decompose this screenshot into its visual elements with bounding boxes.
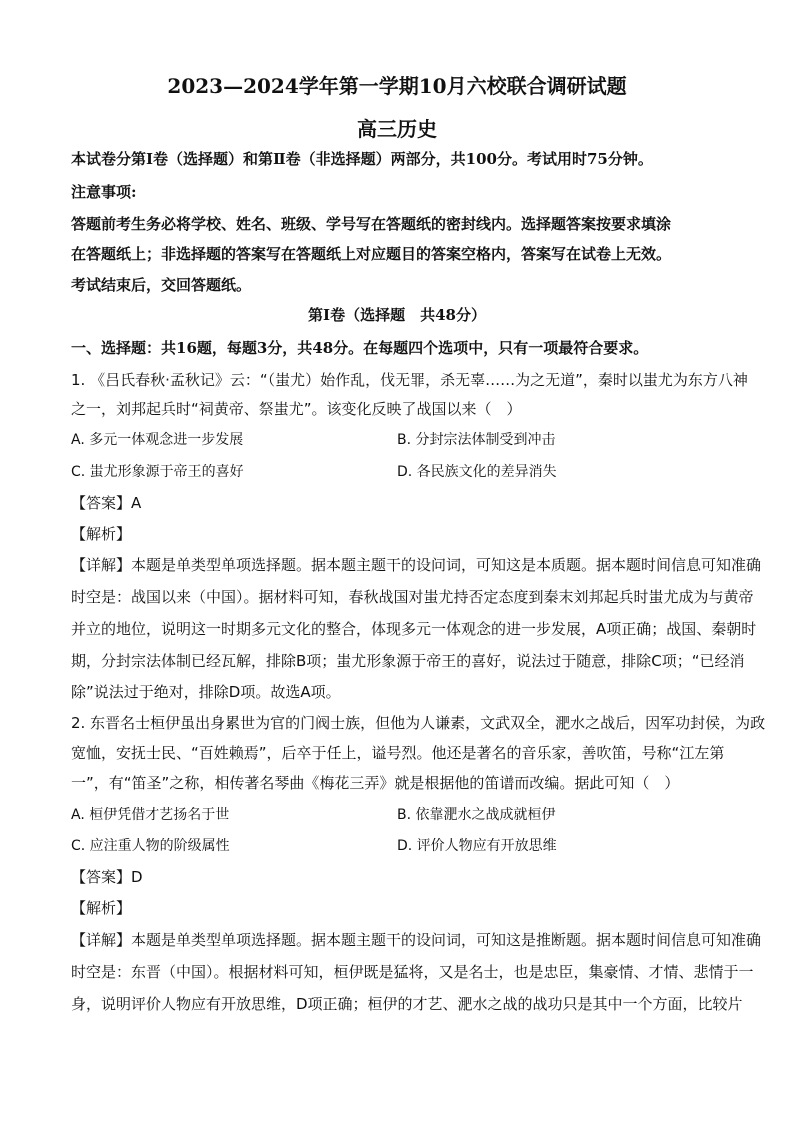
question-1-analysis-label: 【解析】 bbox=[71, 525, 132, 543]
question-2-option-b: B. 依靠淝水之战成就桓伊 bbox=[397, 807, 556, 823]
question-1-detail-line-4: 期，分封宗法体制已经瓦解，排除B项；蚩尤形象源于帝王的喜好，说法过于随意，排除C项；“已经消 bbox=[71, 652, 745, 670]
section-title: 第Ⅰ卷（选择题 共48分） bbox=[308, 306, 486, 324]
question-2-analysis-label: 【解析】 bbox=[71, 899, 132, 917]
question-1-detail-line-5: 除”说法过于绝对，排除D项。故选A项。 bbox=[71, 683, 341, 701]
question-1-option-d: D. 各民族文化的差异消失 bbox=[397, 464, 557, 480]
question-1-detail-line-2: 时空是：战国以来（中国）。据材料可知，春秋战国对蚩尤持否定态度到秦末刘邦起兵时蚩尤成为与黄帝 bbox=[71, 588, 754, 606]
question-1-option-a: A. 多元一体观念进一步发展 bbox=[71, 432, 244, 448]
question-2-answer: 【答案】D bbox=[71, 868, 143, 886]
question-1-option-b: B. 分封宗法体制受到冲击 bbox=[397, 432, 556, 448]
question-2-stem-line-3: 一”，有“笛圣”之称，相传著名琴曲《梅花三弄》就是根据他的笛谱而改编。据此可知（ ） bbox=[71, 774, 680, 792]
exam-title: 2023—2024学年第一学期10月六校联合调研试题 bbox=[167, 74, 627, 98]
question-2-detail-line-2: 时空是：东晋（中国）。根据材料可知，桓伊既是猛将，又是名士，也是忠臣，集豪情、才情、悲情于一 bbox=[71, 963, 754, 981]
question-1-option-c: C. 蚩尤形象源于帝王的喜好 bbox=[71, 464, 244, 480]
question-2-option-c: C. 应注重人物的阶级属性 bbox=[71, 838, 230, 854]
question-2-option-d: D. 评价人物应有开放思维 bbox=[397, 838, 557, 854]
question-1-stem-line-1: 1. 《吕氏春秋·孟秋记》云：“（蚩尤）始作乱，伐无罪，杀无辜……为之无道”，秦时以蚩尤为东方八神 bbox=[71, 371, 748, 389]
question-2-stem-line-1: 2. 东晋名士桓伊虽出身累世为官的门阀士族，但他为人谦素，文武双全，淝水之战后，因军功封侯，为政 bbox=[71, 714, 766, 732]
question-2-detail-line-1: 【详解】本题是单类型单项选择题。据本题主题干的设问词，可知这是推断题。据本题时间信息可知准确 bbox=[71, 931, 762, 949]
question-1-detail-line-3: 并立的地位，说明这一时期多元文化的整合，体现多元一体观念的进一步发展，A项正确；战国、秦朝时 bbox=[71, 620, 757, 638]
exam-intro: 本试卷分第Ⅰ卷（选择题）和第Ⅱ卷（非选择题）两部分，共100分。考试用时75分钟。 bbox=[71, 150, 653, 168]
question-1-stem-line-2: 之一，刘邦起兵时“祠黄帝、祭蚩尤”。该变化反映了战国以来（ ） bbox=[71, 400, 522, 418]
question-1-detail-line-1: 【详解】本题是单类型单项选择题。据本题主题干的设问词，可知这是本质题。据本题时间信息可知准确 bbox=[71, 556, 762, 574]
notice-heading: 注意事项: bbox=[71, 183, 137, 201]
question-2-stem-line-2: 宽恤，安抚士民、“百姓赖焉”，后卒于任上，谥号烈。他还是著名的音乐家，善吹笛，号称“江左第 bbox=[71, 744, 725, 762]
question-1-answer: 【答案】A bbox=[71, 494, 142, 512]
section-instruction: 一、选择题：共16题，每题3分，共48分。在每题四个选项中，只有一项最符合要求。 bbox=[71, 339, 649, 357]
question-2-detail-line-3: 身，说明评价人物应有开放思维，D项正确；桓伊的才艺、淝水之战的战功只是其中一个方面，比较片 bbox=[71, 995, 743, 1013]
notice-line-3: 考试结束后，交回答题纸。 bbox=[71, 276, 252, 294]
question-2-option-a: A. 桓伊凭借才艺扬名于世 bbox=[71, 807, 230, 823]
notice-line-1: 答题前考生务必将学校、姓名、班级、学号写在答题纸的密封线内。选择题答案按要求填涂 bbox=[71, 215, 672, 233]
notice-line-2: 在答题纸上；非选择题的答案写在答题纸上对应题目的答案空格内，答案写在试卷上无效。 bbox=[71, 245, 672, 263]
exam-subject: 高三历史 bbox=[357, 117, 437, 141]
